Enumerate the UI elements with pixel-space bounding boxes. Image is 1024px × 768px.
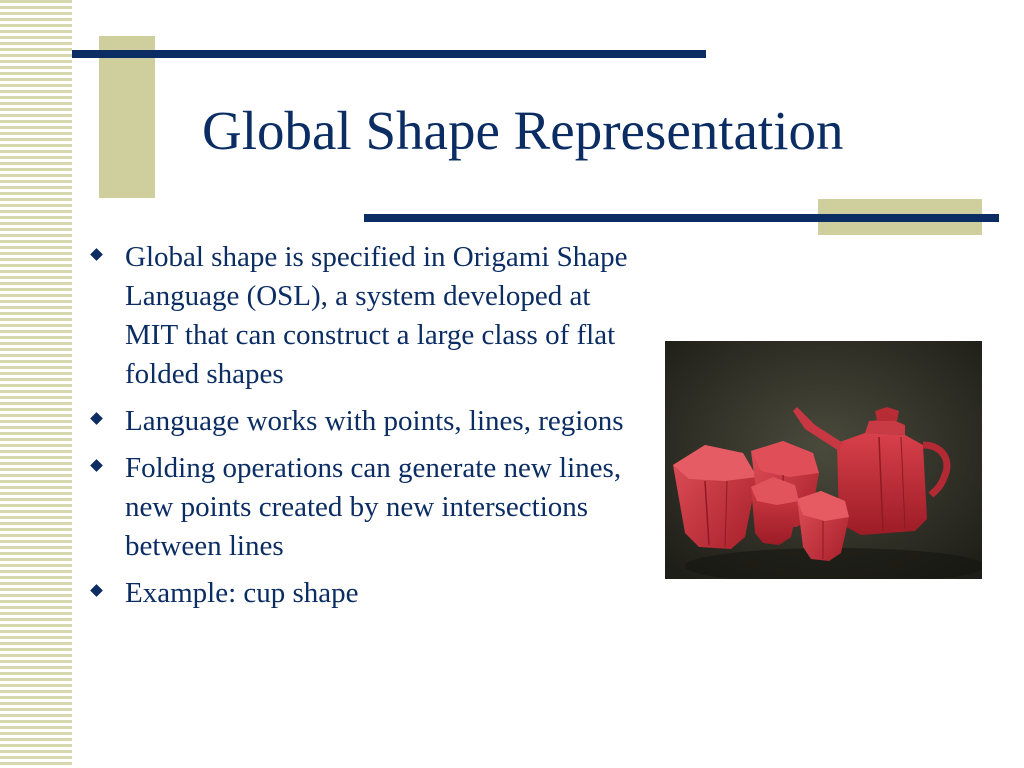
bullet-text: Global shape is specified in Origami Shape Language (OSL), a system developed at MIT that can construct a large class of flat folded shapes (125, 241, 628, 390)
bullet-item (90, 574, 650, 613)
diamond-bullet-icon (90, 248, 103, 261)
title-rule-bottom (364, 214, 999, 222)
bullet-list (90, 238, 650, 621)
bullet-item (90, 238, 650, 394)
bullet-item (90, 449, 650, 566)
bullet-text: Folding operations can generate new lines, new points created by new intersections between lines (125, 452, 622, 562)
decorative-stripes (0, 0, 72, 768)
slide-title: Global Shape Representation (202, 100, 844, 161)
bullet-item (90, 402, 650, 441)
diamond-bullet-icon (90, 459, 103, 472)
title-rule-top (72, 50, 706, 58)
origami-teaset-illustration (665, 341, 982, 579)
bullet-text: Language works with points, lines, regions (125, 405, 624, 437)
diamond-bullet-icon (90, 412, 103, 425)
origami-cup-large (673, 445, 757, 549)
diamond-bullet-icon (90, 584, 103, 597)
bullet-text: Example: cup shape (125, 577, 359, 609)
title-accent-block-left (99, 36, 155, 198)
origami-photo (665, 341, 982, 579)
